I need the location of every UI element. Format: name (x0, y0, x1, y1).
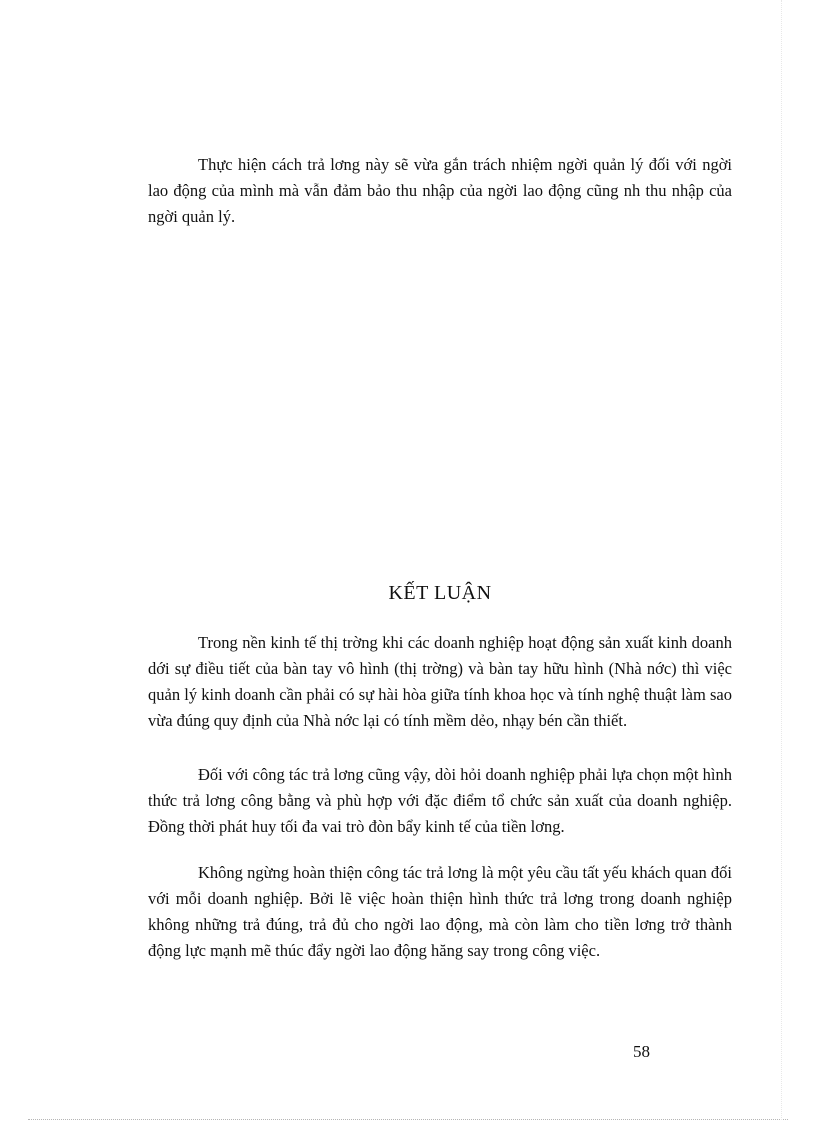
conclusion-paragraph-1: Trong nền kinh tế thị trờng khi các doanh nghiệp hoạt động sản xuất kinh doanh dới sự điều tiết của bàn tay vô hình (thị trờng) và bàn tay hữu hình (Nhà nớc) thì việc quản lý kinh doanh cần phải có sự hài hòa giữa tính khoa học và tính nghệ thuật làm sao vừa đúng quy định của Nhà nớc lại có tính mềm dẻo, nhạy bén cần thiết. (148, 633, 732, 730)
conclusion-paragraph-2: Đối với công tác trả lơng cũng vậy, dòi hỏi doanh nghiệp phải lựa chọn một hình thức trả lơng công bằng và phù hợp với đặc điểm tổ chức sản xuất của doanh nghiệp. Đồng thời phát huy tối đa vai trò đòn bẩy kinh tế của tiền lơng. (148, 765, 732, 836)
section-heading-conclusion: KẾT LUẬN (388, 582, 492, 604)
conclusion-paragraph-3: Không ngừng hoàn thiện công tác trả lơng là một yêu cầu tất yếu khách quan đối với mỗi doanh nghiệp. Bởi lẽ việc hoàn thiện hình thức trả lơng trong doanh nghiệp không những trả đúng, trả đủ cho ngời lao động, mà còn làm cho tiền lơng trở thành động lực mạnh mẽ thúc đẩy ngời lao động hăng say trong công việc. (148, 863, 732, 960)
page-number: 58 (633, 1042, 650, 1061)
intro-paragraph: Thực hiện cách trả lơng này sẽ vừa gắn trách nhiệm ngời quản lý đối với ngời lao động của mình mà vẫn đảm bảo thu nhập của ngời lao động cũng nh thu nhập của ngời quản lý. (148, 155, 732, 226)
page-right-guide-line (781, 0, 782, 1120)
page-bottom-dotted-rule (28, 1119, 788, 1120)
